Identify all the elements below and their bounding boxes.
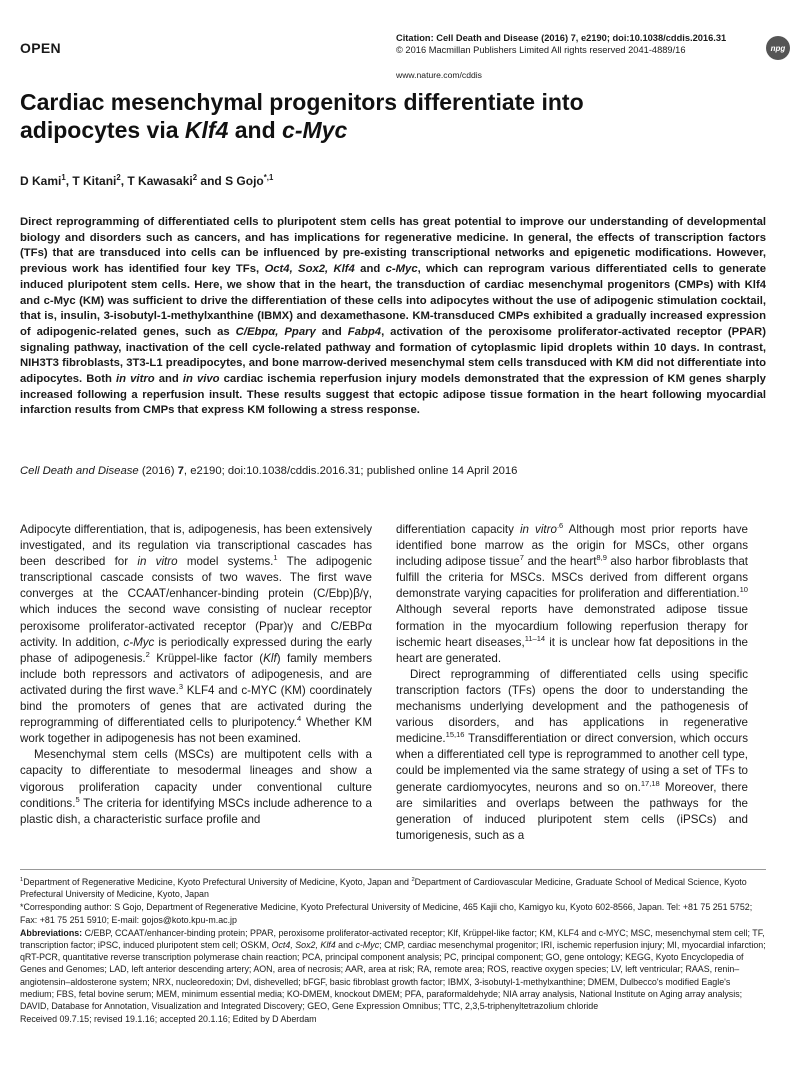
body-paragraph: Adipocyte differentiation, that is, adipogenesis, has been extensively investigated, and its regulation via transcriptional cascades has been described for in vitro model systems.$^1$ The adipogenic transcriptional cascade consists of two waves. The first wave converges at the CCAAT/enhancer-binding protein (C/Ebp)β/γ, which induces the second wave consisting of nuclear receptor peroxisome proliferator-activated receptor (Ppar)γ and C/EBPα activity. In addition, c-Myc is periodically expressed during the early phase of adipogenesis.$^2$ Krüppel-like factor (Klf) family members include both repressors and activators of adipogenesis, and are activated during the first wave.$^3$ KLF4 and c-MYC (KM) coordinately bind the promoters of genes that are activated during the reprogramming of differentiated cells to pluripotency.$^4$ Whether KM work together in adipogenesis has not been examined. <box>20 523 372 746</box>
publisher-logo: npg <box>766 36 790 60</box>
author-affil: 1 <box>61 173 66 182</box>
author-name: , T Kitani <box>65 174 117 188</box>
citation-text: Citation: Cell Death and Disease (2016) 7, e2190; doi:10.1038/cddis.2016.31 <box>396 33 727 43</box>
title-gene-klf4: Klf4 <box>184 117 229 143</box>
article-title <box>20 88 700 144</box>
title-line2: adipocytes via <box>20 117 185 143</box>
author-name: D Kami <box>20 174 62 188</box>
title-gene-cmyc: c-Myc <box>282 117 348 143</box>
title-and: and <box>228 117 283 143</box>
copyright-text: © 2016 Macmillan Publishers Limited All rights reserved 2041-4889/16 <box>396 45 686 55</box>
received-dates: Received 09.7.15; revised 19.1.16; accepted 20.1.16; Edited by D Aberdam <box>20 1014 317 1025</box>
footnotes <box>20 876 766 1026</box>
body-paragraph: Mesenchymal stem cells (MSCs) are multipotent cells with a capacity to differentiate to mesodermal lineages and show a vigorous proliferation capacity under conventional culture conditions.$^5$ The criteria for identifying MSCs include adherence to a plastic dish, a characteristic surface profile and <box>20 748 372 826</box>
body-column-right <box>396 522 748 844</box>
author-name: and S Gojo <box>197 174 264 188</box>
body-paragraph: differentiation capacity in vitro$^{.6}$ Although most prior reports have identified bone marrow as the origin for MSCs, other organs including adipose tissue$^7$ and the heart$^{8,9}$ also harbor fibroblasts that fulfill the criteria for MSCs. MSCs derived from different organs demonstrate varying capacities for proliferation and differentiation.$^{10}$ Although several reports have demonstrated adipose tissue formation in the myocardium following reperfusion therapy for ischemic heart diseases,$^{11-14}$ it is unclear how fat depositions in the heart are generated. <box>396 521 748 665</box>
citation-header <box>396 32 766 56</box>
author-affil: *,1 <box>263 173 274 182</box>
body-column-left <box>20 522 372 828</box>
author-list <box>20 174 273 188</box>
abbreviations: Abbreviations: C/EBP, CCAAT/enhancer-binding protein; PPAR, peroxisome proliferator-activated receptor; Klf, Krüppel-like factor; KM, KLF4 and c-MYC; MSC, mesenchymal stem cell; TF, transcription factor; iPSC, induced pluripotent stem cell; OSKM, Oct4, Sox2, Klf4 and c-Myc; CMP, cardiac mesenchymal progenitor; IRI, ischemic reperfusion injury; MI, myocardial infarction; qRT-PCR, quantitative reverse transcription polymerase chain reaction; PCA, principal component analysis; PC, principal component; GO, gene ontology; KEGG, Kyoto Encyclopedia of Genes and Genomes; LAD, left anterior descending artery; AON, area of necrosis; AAR, area at risk; RA, remote area; ROS, reactive oxygen species; LV, left ventricular; RAAS, renin–angiotensin–aldosterone system; NRX, nucleoredoxin; Dvl, dishevelled; bFGF, basic fibroblast growth factor; IBMX, 3-isobutyl-1-methylxanthine; DMEM, Dulbecco's modified Eagle's medium; FBS, fetal bovine serum; MEM, minimum essential media; KO-DMEM, knockout DMEM; PFA, paraformaldehyde; NIA array analysis, National Institute on Aging array analysis; DAVID, Database for Annotation, Visualization and Integrated Discovery; GEO, Gene Expression Omnibus; TTC, 2,3,5-triphenyltetrazolium chloride <box>20 927 766 1012</box>
author-name: , T Kawasaki <box>120 174 193 188</box>
author-affil: 2 <box>192 173 198 182</box>
author-affil: 2 <box>116 173 121 182</box>
affiliations: $^1$Department of Regenerative Medicine, Kyoto Prefectural University of Medicine, Kyoto, Japan and $^2$Department of Cardiovascular Medicine, Graduate School of Medical Science, Kyoto Prefectural University of Medicine, Kyoto, Japan <box>20 877 747 900</box>
body-paragraph: Direct reprogramming of differentiated cells using specific transcription factors (TFs) opens the door to understanding the mechanisms underlying development and the pathogenesis of various disorders, and has applications in regenerative medicine.$^{15,16}$ Transdifferentiation or direct conversion, which occurs when a differentiated cell type is reprogrammed to another cell type, could be implemented via the same strategy of using a set of TFs to generate cardiomyocytes, neurons and so on.$^{17,18}$ Moreover, there are similarities and overlaps between the pathways for the generation of induced pluripotent stem cells (iPSCs) and tumorigenesis, such as a <box>396 667 748 842</box>
citation-line: Cell Death and Disease (2016) 7, e2190; doi:10.1038/cddis.2016.31; published online 14 April 2016 <box>20 465 518 477</box>
journal-url-link[interactable]: www.nature.com/cddis <box>396 70 482 80</box>
open-access-label: OPEN <box>20 40 61 56</box>
title-line1: Cardiac mesenchymal progenitors differentiate into <box>20 89 584 115</box>
corresponding-author: *Corresponding author: S Gojo, Department of Regenerative Medicine, Kyoto Prefectural University of Medicine, 465 Kajii cho, Kamigyo ku, Kyoto 602-8566, Japan. Tel: +81 75 251 5752; Fax: +81 75 251 5910; E-mail: gojos@koto.kpu-m.ac.jp <box>20 902 753 925</box>
footnote-divider <box>20 869 766 870</box>
abstract: Direct reprogramming of differentiated cells to pluripotent stem cells has great potential to improve our understanding of developmental biology and disorders such as cancers, and has implications for regenerative medicine. In general, the effects of transcription factors (TFs) that are transduced into cells can be influenced by pre-existing transcriptional networks and epigenetic modifications. However, previous work has identified four key TFs, Oct4, Sox2, Klf4 and c-Myc, which can reprogram various differentiated cells to generate induced pluripotent stem cells. Here, we show that in the heart, the transduction of cardiac mesenchymal progenitors (CMPs) with Klf4 and c-Myc (KM) was sufficient to drive the differentiation of these cells into adipocytes without the use of adipogenic stimulation cocktail, that is, insulin, 3-isobutyl-1-methylxanthine (IBMX) and dexamethasone. KM-transduced CMPs exhibited a gradually increased expression of adipogenic-related genes, such as C/Ebpα, Pparγ and Fabp4, activation of the peroxisome proliferator-activated receptor (PPAR) signaling pathway, inactivation of the cell cycle-related pathway and formation of cytoplasmic lipid droplets within 10 days. In contrast, NIH3T3 fibroblasts, 3T3-L1 preadipocytes, and bone marrow-derived mesenchymal stem cells transduced with KM did not differentiate into adipocytes. Both in vitro and in vivo cardiac ischemia reperfusion injury models demonstrated that the expression of KM genes sharply increased following a reperfusion insult. These results suggest that ectopic adipose tissue formation in the heart following myocardial infarction results from CMPs that express KM following a stress response. <box>20 216 766 417</box>
